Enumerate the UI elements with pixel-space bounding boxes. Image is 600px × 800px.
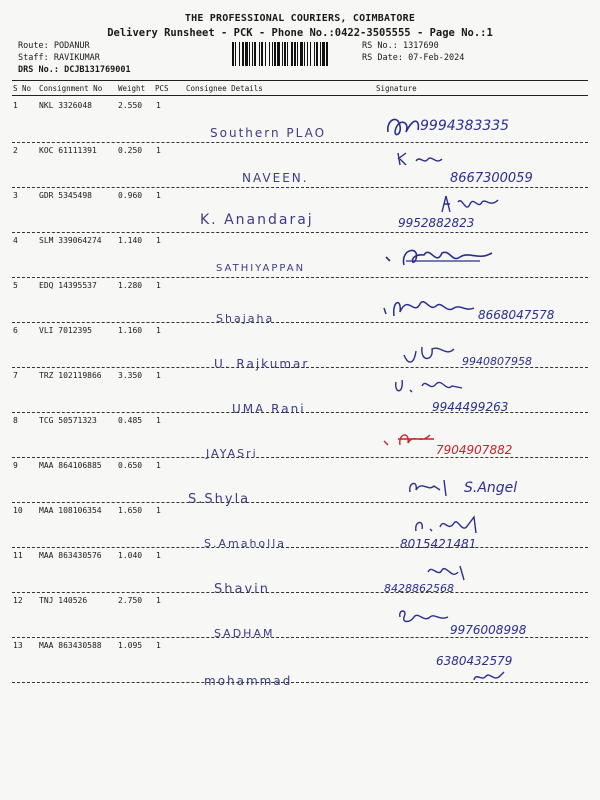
row-pcs: 1 bbox=[156, 101, 161, 110]
row-weight: 0.485 bbox=[118, 416, 143, 425]
signature-scrawl bbox=[392, 374, 472, 396]
row-pcs: 1 bbox=[156, 236, 161, 245]
consignee-handwriting: S.Shyla bbox=[188, 492, 251, 507]
drs-label: DRS No.: bbox=[18, 65, 59, 75]
consignee-handwriting: U. Rajkumar bbox=[214, 357, 310, 371]
row-sno: 4 bbox=[13, 236, 18, 245]
row-pcs: 1 bbox=[156, 461, 161, 470]
signature-phone: 9944499263 bbox=[432, 400, 509, 414]
rs-no-label: RS No.: bbox=[362, 41, 398, 51]
signature-scrawl bbox=[438, 192, 508, 218]
row-weight: 3.350 bbox=[118, 371, 143, 380]
row-separator bbox=[12, 682, 588, 683]
row-sno: 13 bbox=[13, 641, 23, 650]
signature-phone: S.Angel bbox=[464, 480, 518, 496]
consignee-handwriting: Southern PLAO bbox=[210, 126, 327, 140]
drs-line bbox=[18, 65, 131, 75]
staff-line bbox=[18, 53, 100, 63]
consignee-handwriting: NAVEEN. bbox=[242, 171, 309, 185]
rs-date-label: RS Date: bbox=[362, 53, 403, 63]
row-pcs: 1 bbox=[156, 371, 161, 380]
drs-value: DCJB131769001 bbox=[64, 65, 131, 75]
signature-phone: 9994383335 bbox=[420, 118, 510, 134]
signature-scrawl bbox=[380, 427, 440, 451]
row-sno: 2 bbox=[13, 146, 18, 155]
row-weight: 1.160 bbox=[118, 326, 143, 335]
table-row bbox=[0, 458, 600, 507]
table-row bbox=[0, 143, 600, 188]
row-consignment: KOC 61111391 bbox=[39, 146, 97, 155]
signature-scrawl bbox=[396, 607, 456, 627]
row-pcs: 1 bbox=[156, 596, 161, 605]
consignee-handwriting: SATHIYAPPAN bbox=[216, 263, 306, 274]
table-row bbox=[0, 188, 600, 233]
signature-scrawl bbox=[394, 149, 454, 169]
table-row bbox=[0, 503, 600, 551]
table-row bbox=[0, 368, 600, 416]
col-weight: Weight bbox=[118, 84, 146, 93]
row-consignment: MAA 863430588 bbox=[39, 641, 102, 650]
consignee-handwriting: Shajaha bbox=[216, 312, 275, 325]
row-weight: 2.550 bbox=[118, 101, 143, 110]
row-pcs: 1 bbox=[156, 281, 161, 290]
row-consignment: MAA 108106354 bbox=[39, 506, 102, 515]
barcode bbox=[232, 42, 360, 66]
table-row bbox=[0, 548, 600, 597]
table-row bbox=[0, 413, 600, 458]
signature-phone: 9952882823 bbox=[398, 216, 475, 230]
consignee-handwriting: K. Anandaraj bbox=[200, 212, 314, 228]
row-weight: 0.650 bbox=[118, 461, 143, 470]
consignee-handwriting: mohammad bbox=[204, 674, 293, 688]
signature-scrawl bbox=[384, 108, 424, 142]
signature-phone: 6380432579 bbox=[436, 654, 513, 668]
signature-phone: 8667300059 bbox=[450, 171, 533, 186]
row-pcs: 1 bbox=[156, 506, 161, 515]
table-row bbox=[0, 233, 600, 278]
route-label: Route: bbox=[18, 41, 49, 51]
row-consignment: EDQ 14395537 bbox=[39, 281, 97, 290]
route-value: PODANUR bbox=[53, 41, 90, 51]
row-consignment: MAA 863430576 bbox=[39, 551, 102, 560]
row-sno: 3 bbox=[13, 191, 18, 200]
consignee-handwriting: S.Amaholla bbox=[204, 537, 287, 550]
consignee-handwriting: UMA Rani bbox=[232, 402, 306, 416]
table-row bbox=[0, 98, 600, 143]
row-consignment: TRZ 102119866 bbox=[39, 371, 102, 380]
row-pcs: 1 bbox=[156, 551, 161, 560]
row-sno: 8 bbox=[13, 416, 18, 425]
signature-phone: 9976008998 bbox=[450, 623, 527, 637]
signature-phone: 8668047578 bbox=[478, 308, 555, 322]
row-consignment: NKL 3326048 bbox=[39, 101, 92, 110]
col-consignee: Consignee Details bbox=[186, 84, 263, 93]
table-row bbox=[0, 593, 600, 638]
signature-scrawl bbox=[424, 562, 474, 584]
row-consignment: GDR 5345498 bbox=[39, 191, 92, 200]
consignee-handwriting: Shavin bbox=[214, 582, 271, 597]
row-weight: 1.040 bbox=[118, 551, 143, 560]
row-weight: 2.750 bbox=[118, 596, 143, 605]
route-line bbox=[18, 41, 90, 51]
col-pcs: PCS bbox=[155, 84, 169, 93]
row-sno: 7 bbox=[13, 371, 18, 380]
rs-no-value: 1317690 bbox=[402, 41, 439, 51]
signature-phone: 8428862568 bbox=[384, 582, 454, 595]
row-consignment: MAA 864106885 bbox=[39, 461, 102, 470]
row-weight: 0.250 bbox=[118, 146, 143, 155]
signature-scrawl bbox=[400, 341, 460, 367]
header-rule-top bbox=[12, 80, 588, 81]
row-consignment: SLM 339064274 bbox=[39, 236, 102, 245]
table-row bbox=[0, 638, 600, 688]
table-row bbox=[0, 323, 600, 371]
company-title: THE PROFESSIONAL COURIERS, COIMBATORE bbox=[184, 13, 416, 24]
signature-scrawl bbox=[470, 670, 510, 686]
col-sno: S No bbox=[13, 84, 32, 93]
row-weight: 1.095 bbox=[118, 641, 143, 650]
signature-scrawl bbox=[380, 286, 480, 320]
col-signature: Signature bbox=[376, 84, 417, 93]
header-rule-bottom bbox=[12, 95, 588, 96]
barcode-bar bbox=[328, 42, 329, 66]
row-sno: 11 bbox=[13, 551, 23, 560]
col-consignment: Consignment No bbox=[39, 84, 103, 93]
staff-label: Staff: bbox=[18, 53, 49, 63]
row-pcs: 1 bbox=[156, 641, 161, 650]
rs-date-line bbox=[362, 53, 464, 63]
row-weight: 1.140 bbox=[118, 236, 143, 245]
row-consignment: TCG 50571323 bbox=[39, 416, 97, 425]
signature-scrawl bbox=[380, 239, 500, 275]
row-weight: 1.650 bbox=[118, 506, 143, 515]
signature-scrawl bbox=[412, 513, 482, 537]
runsheet-subtitle: Delivery Runsheet - PCK - Phone No.:0422-3505555 - Page No.:1 bbox=[107, 27, 493, 39]
row-sno: 1 bbox=[13, 101, 18, 110]
consignee-handwriting: JAYASri bbox=[206, 447, 258, 460]
staff-value: RAVIKUMAR bbox=[53, 53, 100, 63]
row-weight: 1.280 bbox=[118, 281, 143, 290]
row-pcs: 1 bbox=[156, 416, 161, 425]
signature-phone: 9940807958 bbox=[462, 355, 532, 368]
row-consignment: TNJ 140526 bbox=[39, 596, 88, 605]
signature-phone: 7904907882 bbox=[436, 443, 513, 457]
row-consignment: VLI 7012395 bbox=[39, 326, 92, 335]
row-sno: 5 bbox=[13, 281, 18, 290]
signature-phone: 8015421481 bbox=[400, 537, 477, 551]
row-pcs: 1 bbox=[156, 326, 161, 335]
row-pcs: 1 bbox=[156, 146, 161, 155]
row-sno: 6 bbox=[13, 326, 18, 335]
row-sno: 12 bbox=[13, 596, 23, 605]
row-weight: 0.960 bbox=[118, 191, 143, 200]
signature-scrawl bbox=[406, 476, 462, 498]
row-sno: 10 bbox=[13, 506, 23, 515]
table-row bbox=[0, 278, 600, 323]
consignee-handwriting: SADHAM bbox=[214, 627, 275, 640]
rs-no-line bbox=[362, 41, 439, 51]
rs-date-value: 07-Feb-2024 bbox=[408, 53, 465, 63]
row-sno: 9 bbox=[13, 461, 18, 470]
row-pcs: 1 bbox=[156, 191, 161, 200]
